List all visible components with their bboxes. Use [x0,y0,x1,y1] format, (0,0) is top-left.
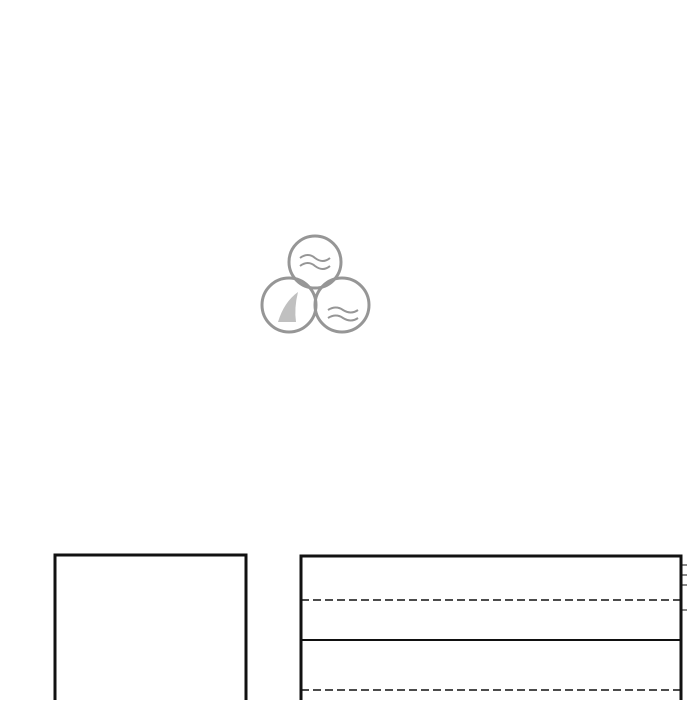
footer-text [620,700,689,715]
footer-text [551,700,620,715]
footer-text [482,700,551,715]
footer-text [69,700,138,715]
mdeq-watermark [262,236,369,332]
footer-text [0,700,69,715]
footer-text [413,700,482,715]
scale-box [301,556,687,700]
footer-text [207,700,276,715]
footer-text [276,700,345,715]
footer-watermark-row [0,700,689,715]
footer-text [138,700,207,715]
footer-text [345,700,414,715]
left-header-box [55,555,246,700]
